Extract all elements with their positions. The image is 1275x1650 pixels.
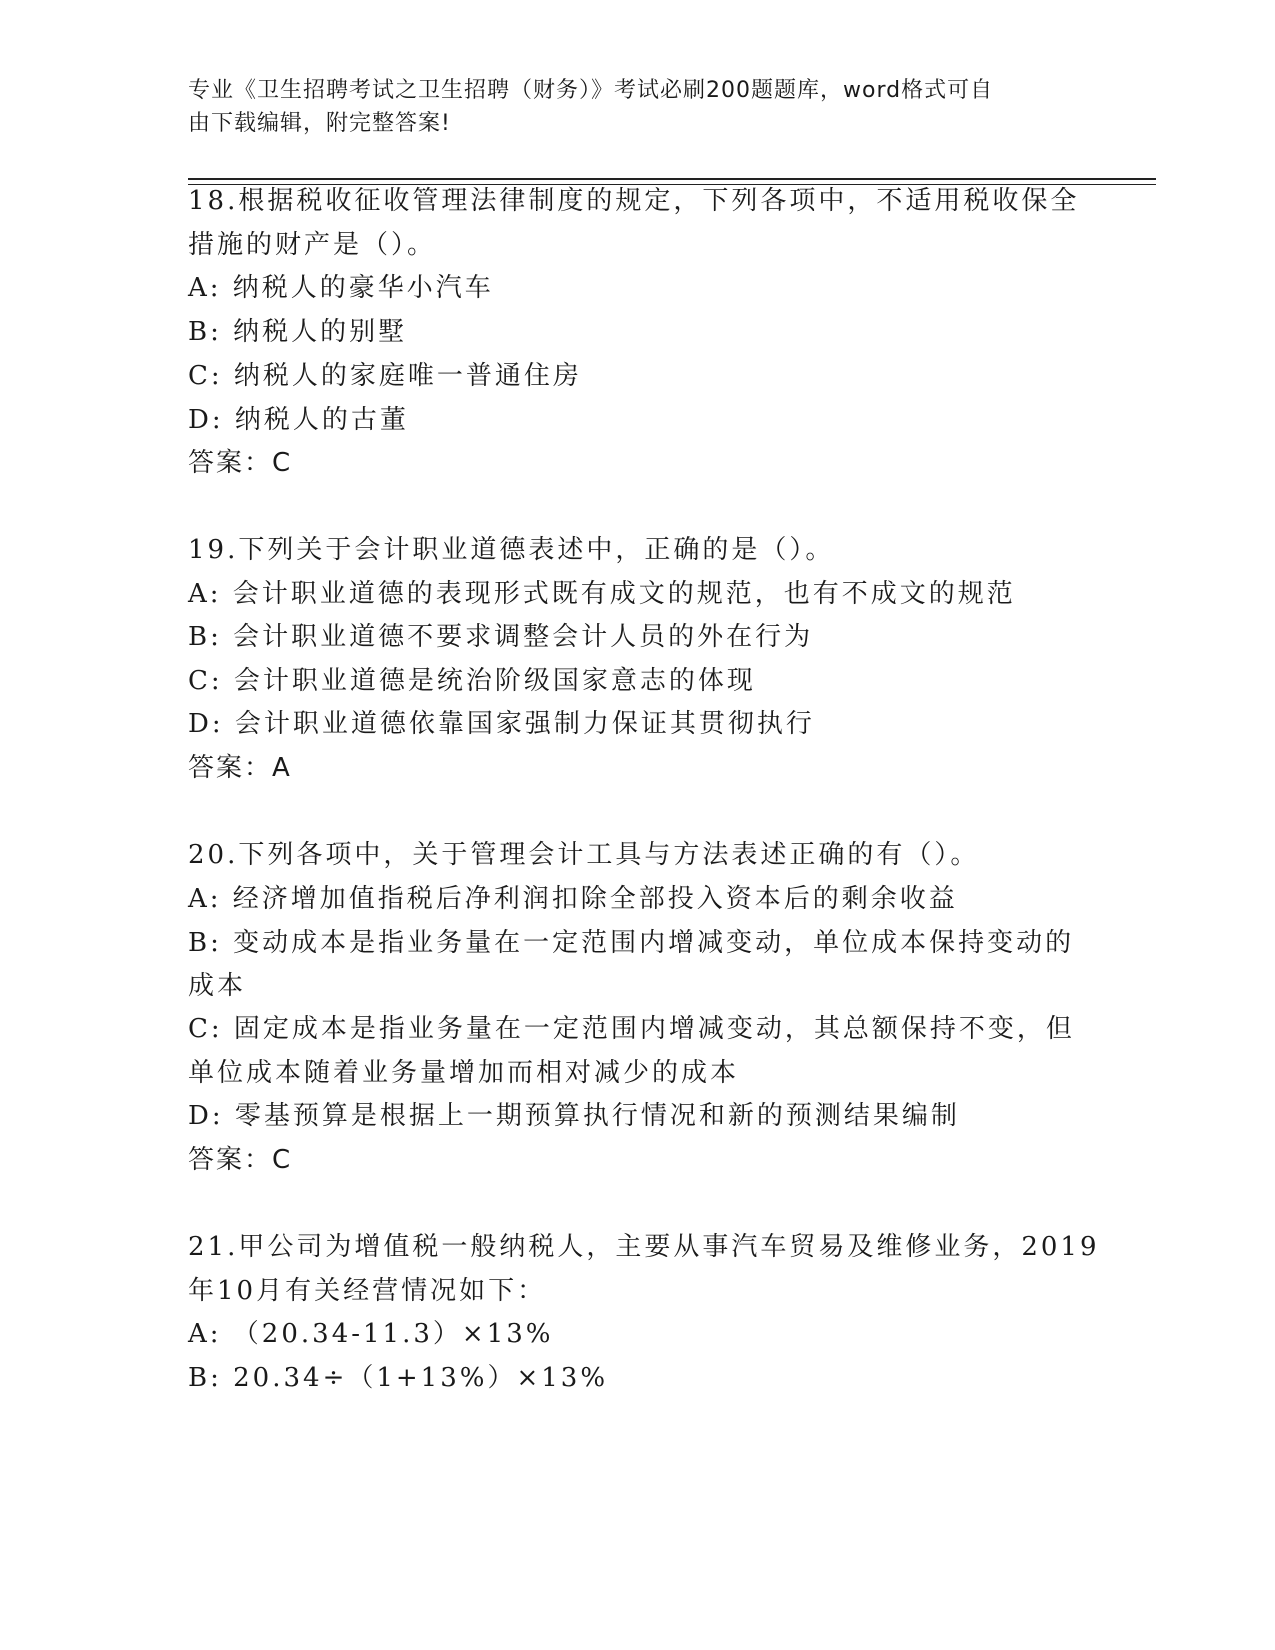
question-19-option-b: B: 会计职业道德不要求调整会计人员的外在行为 — [188, 622, 814, 652]
question-19-option-c: C: 会计职业道德是统治阶级国家意志的体现 — [188, 666, 756, 696]
question-20-option-b-line-2: 成本 — [188, 971, 247, 1001]
question-20-option-c-line-2: 单位成本随着业务量增加而相对减少的成本 — [188, 1058, 740, 1088]
question-18-option-c: C: 纳税人的家庭唯一普通住房 — [188, 361, 582, 391]
question-19-option-d: D: 会计职业道德依靠国家强制力保证其贯彻执行 — [188, 709, 815, 739]
header-line-1: 专业《卫生招聘考试之卫生招聘（财务）》考试必刷200题题库，word格式可自 — [188, 78, 994, 103]
question-20-option-b-line-1: B: 变动成本是指业务量在一定范围内增减变动，单位成本保持变动的 — [188, 928, 1075, 958]
question-18-option-d: D: 纳税人的古董 — [188, 405, 409, 435]
question-20-answer: 答案：C — [188, 1145, 293, 1175]
question-21-option-b: B: 20.34÷（1+13%）×13% — [188, 1363, 609, 1393]
question-20-option-a: A: 经济增加值指税后净利润扣除全部投入资本后的剩余收益 — [188, 884, 958, 914]
question-18-option-a: A: 纳税人的豪华小汽车 — [188, 273, 494, 303]
question-19-answer: 答案：A — [188, 753, 292, 783]
question-18-answer: 答案：C — [188, 448, 293, 478]
question-18-option-b: B: 纳税人的别墅 — [188, 317, 408, 347]
header-line-2: 由下载编辑，附完整答案! — [188, 111, 451, 136]
question-21-stem-line-1: 21.甲公司为增值税一般纳税人，主要从事汽车贸易及维修业务，2019 — [188, 1232, 1100, 1262]
question-20-stem-line-1: 20.下列各项中，关于管理会计工具与方法表述正确的有（）。 — [188, 840, 980, 870]
question-18-stem-line-2: 措施的财产是（）。 — [188, 230, 437, 260]
question-21-stem-line-2: 年10月有关经营情况如下： — [188, 1276, 547, 1306]
question-19-option-a: A: 会计职业道德的表现形式既有成文的规范，也有不成文的规范 — [188, 579, 1016, 609]
header-rule-thick — [188, 178, 1156, 180]
document-header — [188, 74, 1088, 140]
question-20-option-d: D: 零基预算是根据上一期预算执行情况和新的预测结果编制 — [188, 1101, 960, 1131]
question-18-stem-line-1: 18.根据税收征收管理法律制度的规定，下列各项中，不适用税收保全 — [188, 186, 1080, 216]
question-19-stem-line-1: 19.下列关于会计职业道德表述中，正确的是（）。 — [188, 535, 835, 565]
question-21-option-a: A: （20.34-11.3）×13% — [188, 1319, 554, 1349]
question-20-option-c-line-1: C: 固定成本是指业务量在一定范围内增减变动，其总额保持不变，但 — [188, 1014, 1075, 1044]
